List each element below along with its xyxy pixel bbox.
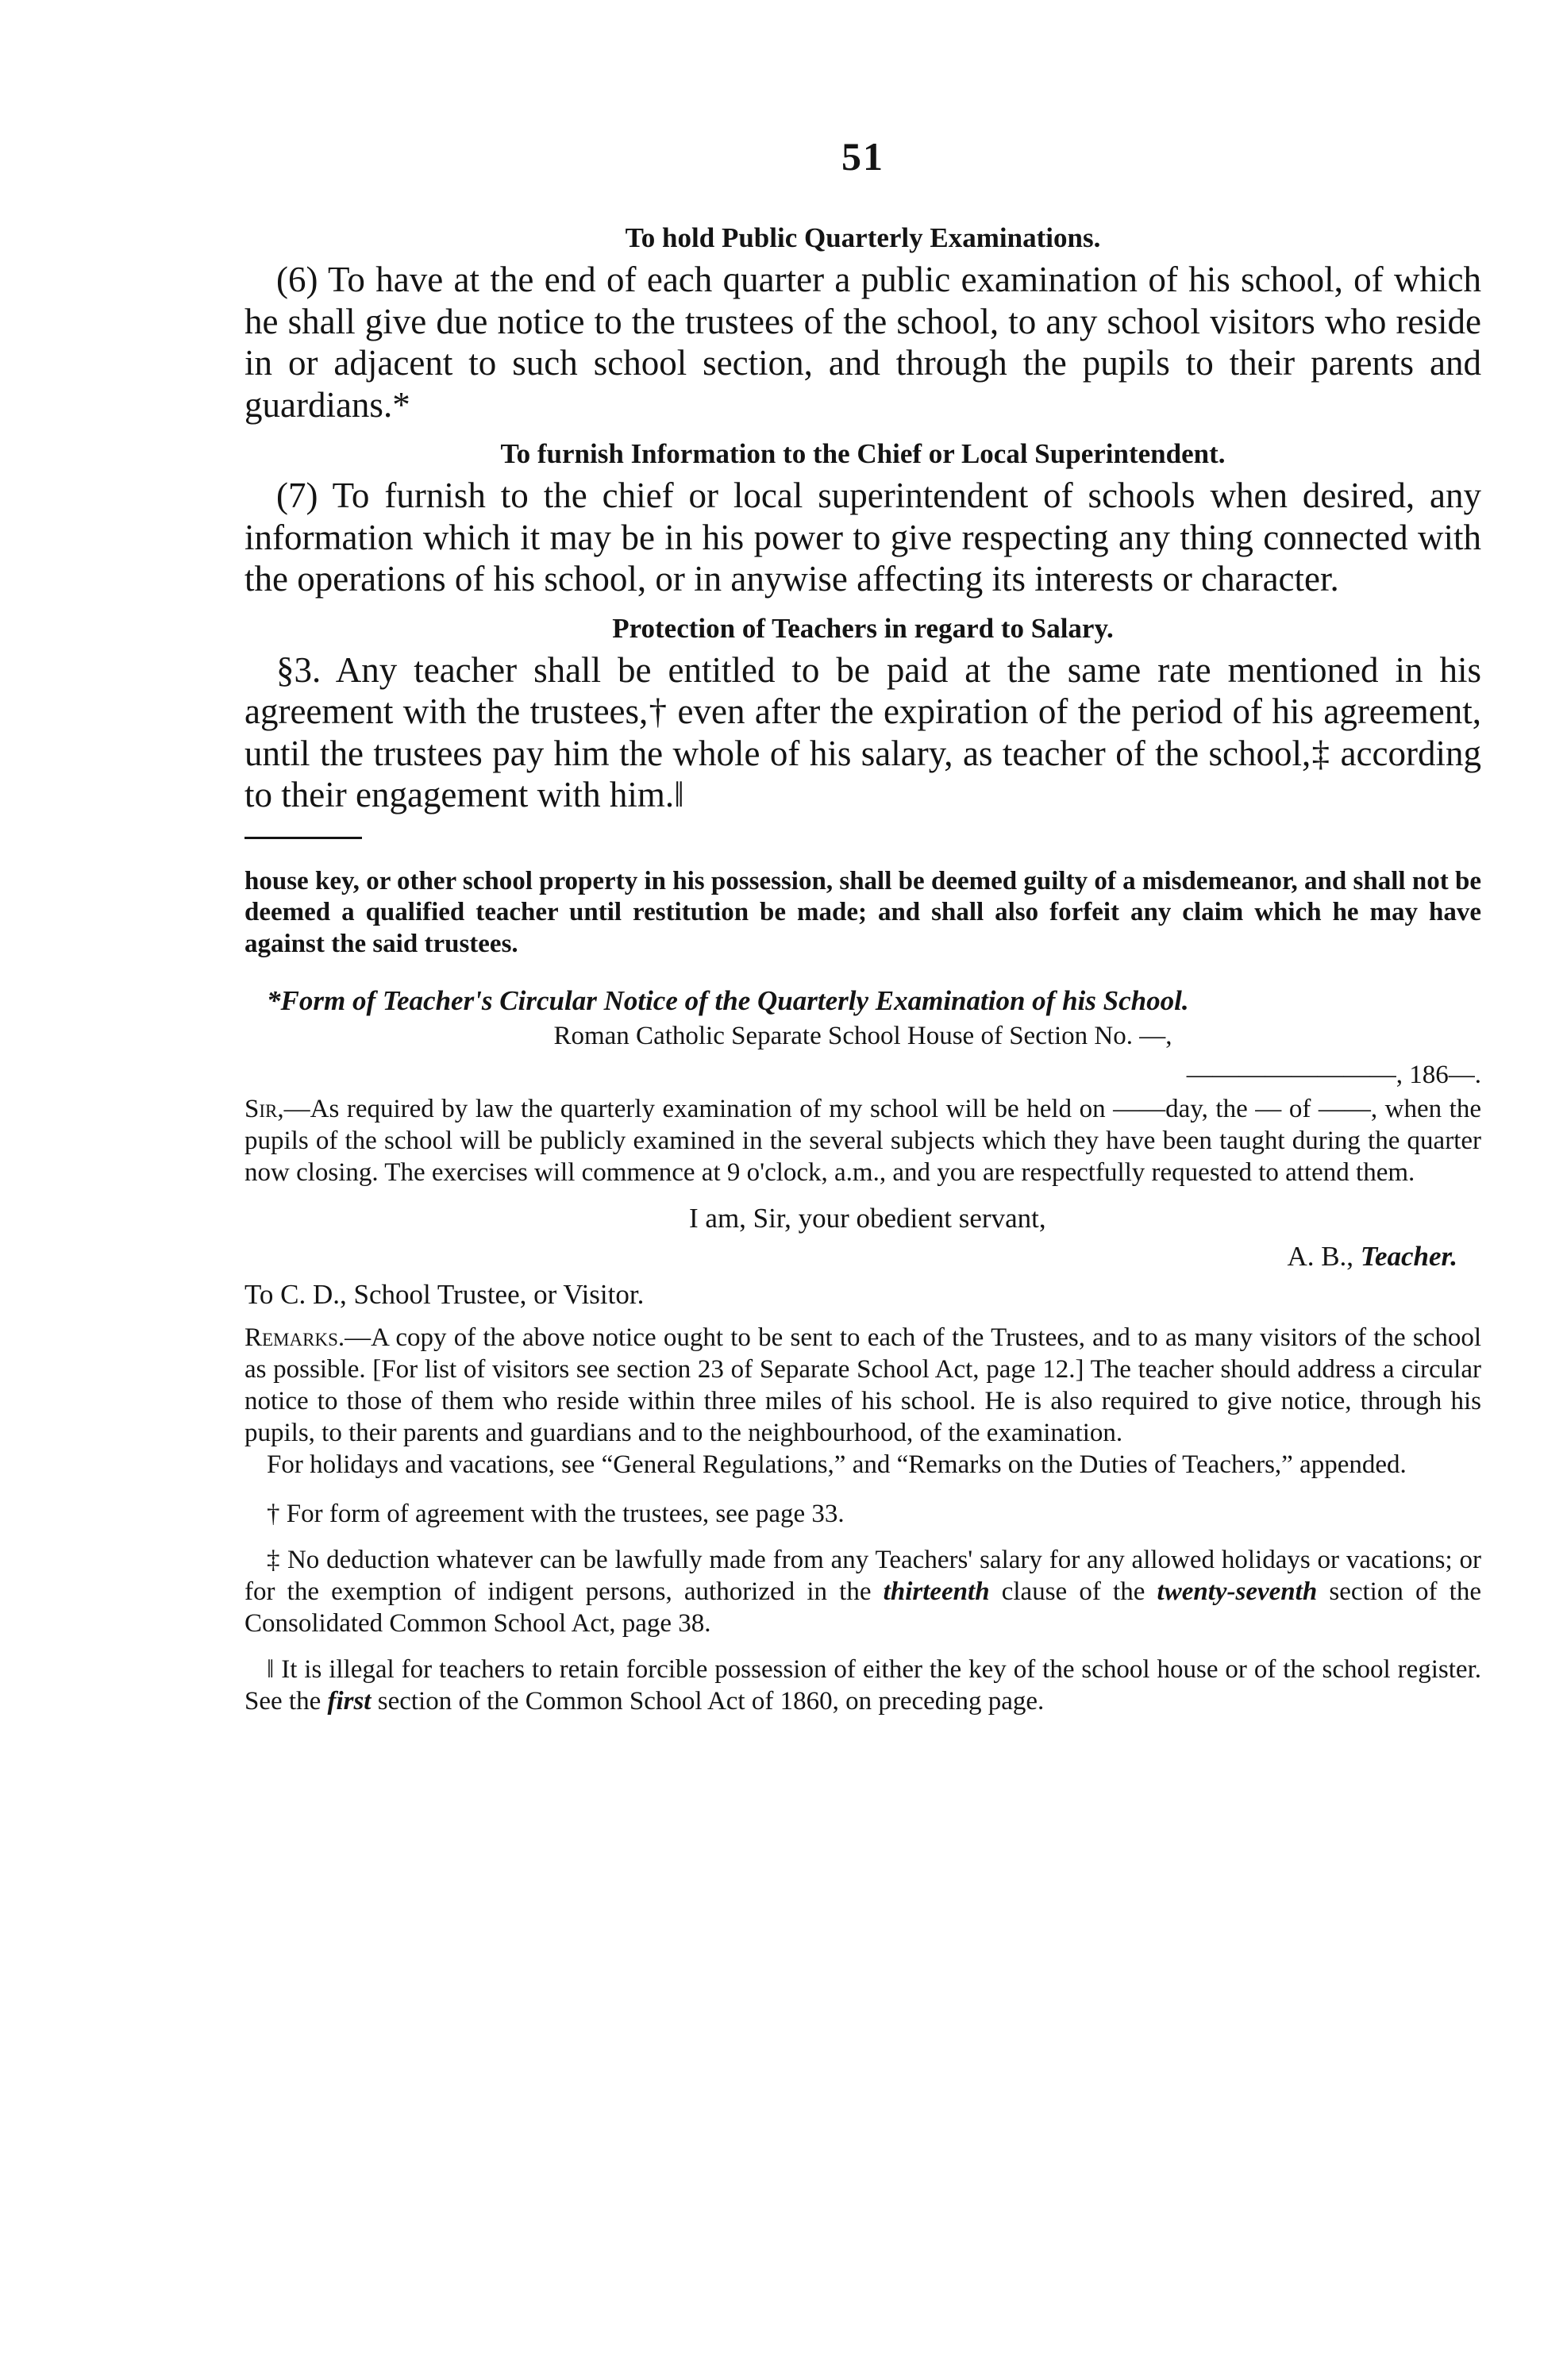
footnote-double-dagger — [244, 1544, 1481, 1639]
signature-name: A. B., — [1287, 1241, 1354, 1272]
form-location: Roman Catholic Separate School House of Section No. —, — [553, 1022, 1172, 1050]
paragraph-7: (7) To furnish to the chief or local superintendent of schools when desired, any information which it may be in his power to give respecting any thing connected with the operations of his school, or in anywise affecting its interests or character. — [244, 476, 1481, 599]
remarks-label: Remarks. — [244, 1323, 345, 1352]
footnote-dd-em-twenty-seventh: twenty-seventh — [1157, 1577, 1318, 1606]
section-heading-information: To furnish Information to the Chief or Local Superintendent. — [500, 438, 1226, 469]
paragraph-6: (6) To have at the end of each quarter a public examination of his school, of which he shall give due notice to the trustees of the school, to any school visitors who reside in or adjacent to such school section, and through the pupils to their parents and guardians.* — [244, 260, 1481, 425]
footnote-par-part-b: section of the Common School Act of 1860, on preceding page. — [371, 1687, 1045, 1716]
footnote-parallel — [244, 1654, 1481, 1717]
signature-title: Teacher. — [1360, 1241, 1457, 1272]
document-page — [244, 0, 1481, 2380]
form-body — [244, 1093, 1481, 1188]
form-body-text: —As required by law the quarterly examination of my school will be held on ——day, the — of ——, when the pupils of the school will be publicly examined in the several subjects which they have been taught during the quarter now closing. The exercises will commence at 9 o'clock, a.m., and you are respectfully requested to attend them. — [244, 1095, 1481, 1187]
footnote-dagger: † For form of agreement with the trustees, see page 33. — [267, 1500, 845, 1528]
section-heading-examinations: To hold Public Quarterly Examinations. — [625, 222, 1101, 253]
main-text — [244, 221, 1481, 1731]
form-salutation: Sir, — [244, 1095, 284, 1123]
remarks-holidays: For holidays and vacations, see “General Regulations,” and “Remarks on the Duties of Teachers,” appended. — [267, 1450, 1407, 1479]
remarks — [244, 1322, 1481, 1449]
footnote-dd-part-c: section of the Consolidated Common School Act, page 38. — [244, 1577, 1482, 1638]
page-number: 51 — [841, 134, 884, 179]
form-title: *Form of Teacher's Circular Notice of the Quarterly Examination of his School. — [267, 985, 1189, 1016]
form-date-line: ————————, 186—. — [1186, 1061, 1481, 1089]
footnote-par-em-first: first — [327, 1687, 372, 1716]
form-addressee: To C. D., School Trustee, or Visitor. — [244, 1279, 645, 1310]
carryover-footnote: house key, or other school property in his possession, shall be deemed guilty of a misdemeanor, and shall not be deemed a qualified teacher until restitution be made; and shall also forfeit any claim which he may have against the said trustees. — [244, 866, 1481, 958]
remarks-text: —A copy of the above notice ought to be sent to each of the Trustees, and to as many visitors of the school as possible. [For list of visitors see section 23 of Separate School Act, page 12.] The teacher should address a circular notice to those of them who reside within three miles of his school. He is also required to give notice, through his pupils, to their parents and guardians and to the neighbourhood, of the examination. — [244, 1323, 1481, 1447]
paragraph-section-3: §3. Any teacher shall be entitled to be paid at the same rate mentioned in his agreement with the trustees,† even after the expiration of the period of his agreement, until the trustees pay him the whole of his salary, as teacher of the school,‡ according to their engagement with him.‖ — [244, 649, 1481, 815]
section-heading-salary: Protection of Teachers in regard to Salary. — [612, 612, 1114, 644]
form-closing: I am, Sir, your obedient servant, — [689, 1203, 1046, 1234]
footnote-dd-em-thirteenth: thirteenth — [883, 1577, 990, 1606]
footnote-divider — [244, 837, 362, 839]
footnote-dd-part-b: clause of the — [989, 1577, 1157, 1606]
footnote-par-part-a: ‖ It is illegal for teachers to retain forcible possession of either the key of the school house or of the school register. See the — [244, 1655, 1481, 1716]
footnote-dd-part-a: ‡ No deduction whatever can be lawfully made from any Teachers' salary for any allowed holidays or vacations; or for the exemption of indigent persons, authorized in the — [244, 1546, 1481, 1606]
form-signature — [244, 1238, 1457, 1276]
